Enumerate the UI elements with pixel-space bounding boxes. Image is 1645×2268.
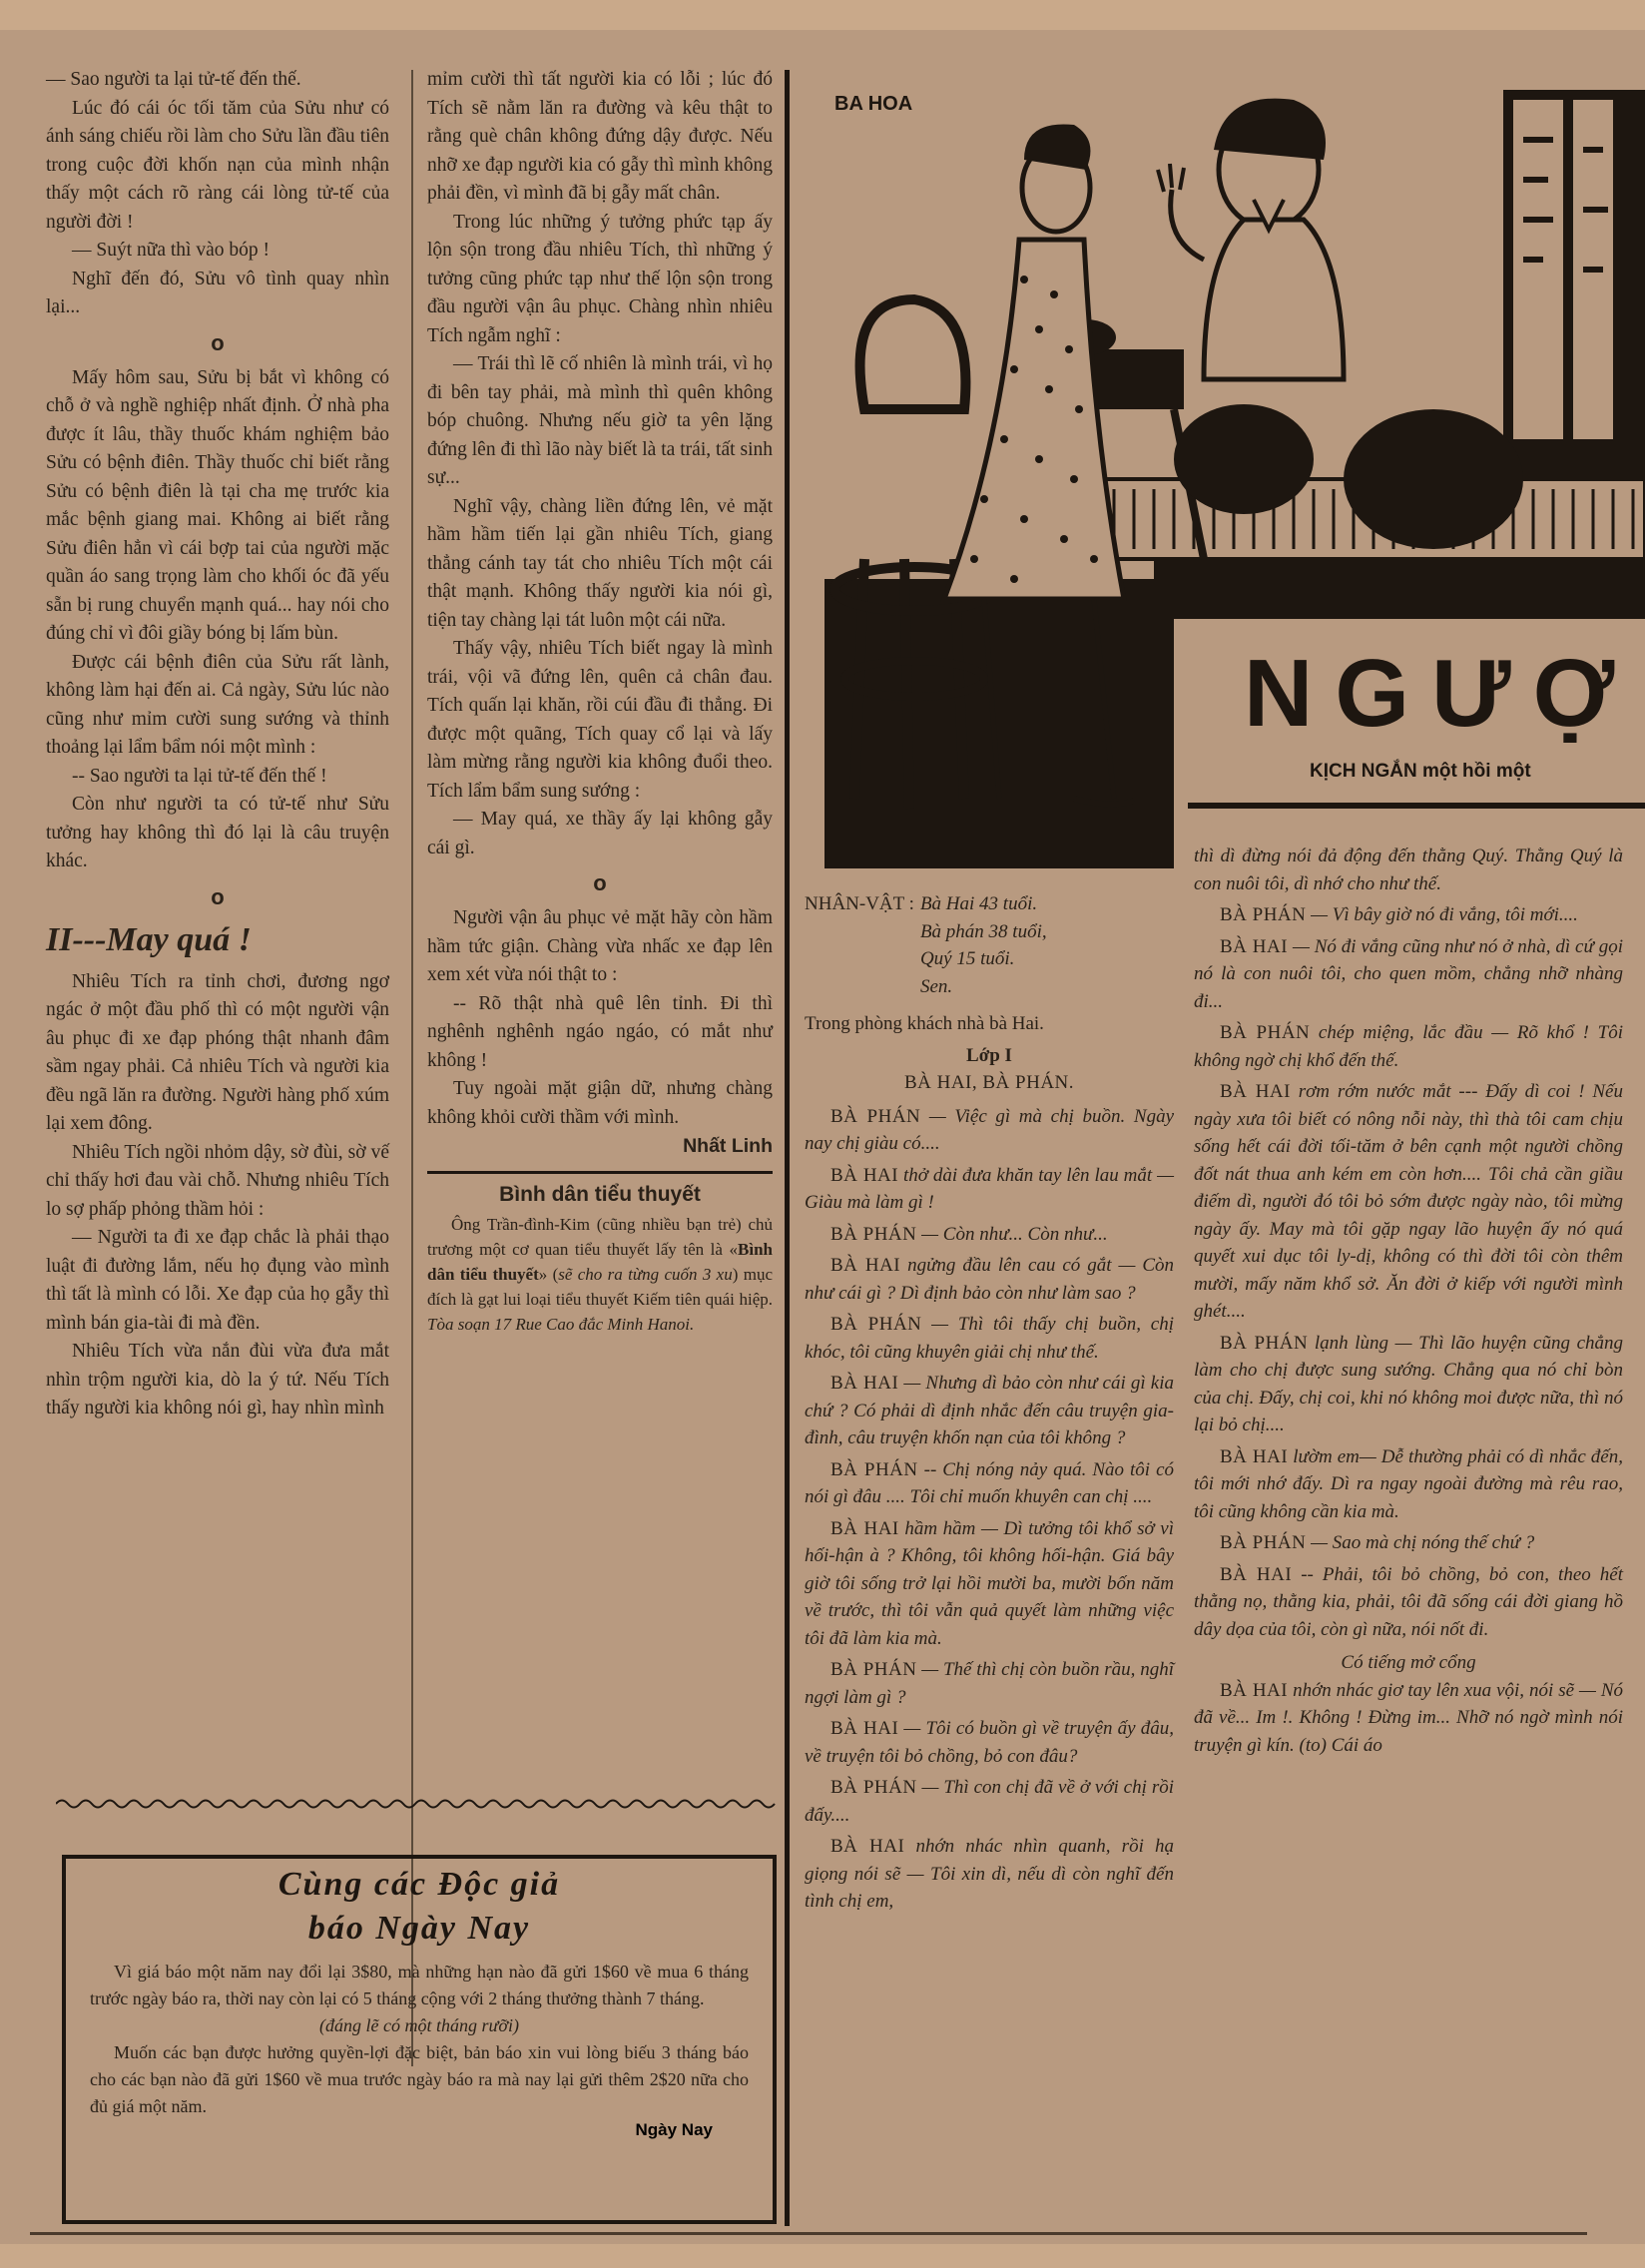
speaker-name: BÀ PHÁN: [830, 1659, 917, 1680]
notice-body: Vì giá báo một năm nay đổi lại 3$80, mà những hạn nào đã gửi 1$60 về mua 6 tháng trước ngày báo ra, thời nay còn lại có 5 tháng cộng với 2 tháng thưởng thành 7 tháng. (đáng lẽ có một tháng rưỡi) Muốn các bạn được hưởng quyền-lợi đặc biệt, bản báo xin vui lòng biếu 3 tháng báo cho các bạn nào đã gửi 1$60 về mua trước ngày báo ra mà nay lại gửi thêm 2$20 nữa cho đủ giá một năm.: [90, 1962, 749, 2116]
speech-text: rơm rớm nước mắt --- Đấy dì coi ! Nếu ngày xưa tôi biết có nông nỗi này, thì thà tôi cam chịu sống hết cái đời tối-tăm ở bên cạnh một người chồng đốt nát thua anh kém em còn hơn.... Tôi chả cần giầu điếm dì, người đó tôi bỏ sớm được ngày nào, tôi mừng ngày ấy. May mà tôi gặp ngay lão huyện ấy nó quá quyết xui dục tôi ly-dị, không có thì đời tôi còn thêm mười, mấy năm khổ sở. Ăn đời ở kiếp với người mình ghét....: [1194, 1081, 1623, 1322]
cast-list: NHÂN-VẬT : Bà Hai 43 tuổi. Bà phán 38 tuổi, Quý 15 tuổi. Sen.: [805, 890, 1174, 1000]
speaker-name: BÀ HAI: [830, 1373, 899, 1394]
dialogue-lines: [1194, 901, 1623, 1643]
wavy-divider: [56, 1797, 779, 1811]
illustration: [824, 80, 1645, 870]
section-heading: II---May quá !: [46, 920, 252, 958]
speech-text: -- Chị nóng nảy quá. Nào tôi có nói gì đâu .... Tôi chỉ muốn khuyên can chị ....: [805, 1458, 1175, 1507]
artist-signature: BA HOA: [834, 93, 913, 115]
act-heading: Lớp I: [966, 1044, 1012, 1066]
paragraph: Trong lúc những ý tưởng phức tạp ấy lộn sộn trong đầu nhiêu Tích, thì những ý tưởng cũng phức tạp như thế lộn sộn trong đầu người vận âu phục. Chàng nhìn nhiêu Tích ngẫm nghĩ :: [427, 211, 773, 346]
paragraph: mỉm cười thì tất người kia có lỗi ; lúc đó Tích sẽ nằm lăn ra đường và kêu thật to rằng què chân không đứng dậy được. Nếu nhỡ xe đạp người kia có gẫy thì mình không phải đền, vì mình đã bị gẫy mất chân.: [427, 69, 773, 204]
speech-text: — Nó đi vắng cũng như nó ở nhà, dì cứ gọi nó là con nuôi tôi, cho quen mồm, chẳng nhỡ nhàng đi...: [1194, 935, 1623, 1012]
column-1: [46, 66, 389, 1423]
speech-text: — Thì con chị đã về ở với chị rồi đấy....: [805, 1777, 1174, 1826]
speech-text: — Việc gì mà chị buồn. Ngày nay chị giàu có....: [805, 1105, 1174, 1154]
paragraph: Nghĩ vậy, chàng liền đứng lên, vẻ mặt hầm hầm tiến lại gần nhiêu Tích, giang thẳng cánh tay tát cho nhiêu Tích một cái thật mạnh. Không thấy người kia nói gì, tiện tay chàng lại tát luôn một cái nữa.: [427, 495, 773, 631]
speaker-name: BÀ PHÁN: [1220, 1332, 1309, 1354]
paragraph: Được cái bệnh điên của Sửu rất lành, không làm hại đến ai. Cả ngày, Sửu lúc nào cũng như mỉm cười sung sướng và thỉnh thoảng lại lẩm bẩm nói một mình :: [46, 651, 389, 758]
speaker-name: BÀ HAI: [830, 1718, 899, 1739]
play-subtitle: KỊCH NGẮN một hồi một: [1310, 761, 1531, 782]
paragraph: Nghĩ đến đó, Sửu vô tình quay nhìn lại...: [46, 268, 389, 317]
dialogue-line: [1194, 1561, 1623, 1644]
speech-text: chép miệng, lắc đầu — Rõ khổ ! Tôi không ngờ chị khổ đến thế.: [1194, 1022, 1623, 1071]
speech-text: — Còn như... Còn như...: [916, 1223, 1108, 1245]
dialogue-line: [805, 1311, 1174, 1366]
bdtt-heading: Bình dân tiểu thuyết: [499, 1182, 701, 1206]
speech-text: hầm hầm — Dì tưởng tôi khổ sở vì hối-hận à ? Không, tôi không hối-hận. Giá bây giờ tôi sống trở lại hồi mười ba, mười bốn năm về trước, thì tôi vẫn quả quyết làm những việc tôi đã làm kia mà.: [805, 1517, 1174, 1649]
dialogue-line: [1194, 1330, 1623, 1439]
cast-names: Bà Hai 43 tuổi. Bà phán 38 tuổi, Quý 15 tuổi. Sen.: [919, 893, 1047, 997]
divider: [427, 1171, 773, 1174]
speech-text: nhớn nhác nhìn quanh, rồi hạ giọng nói sẽ — Tôi xin dì, nếu dì còn nghĩ đến tình chị em,: [805, 1836, 1175, 1912]
notice-signature: Ngày Nay: [635, 2120, 713, 2139]
dialogue-line: [1194, 1529, 1623, 1557]
dialogue-line: [805, 1370, 1174, 1452]
speaker-name: BÀ HAI: [830, 1836, 905, 1857]
speaker-name: BÀ HAI: [1220, 1081, 1291, 1102]
dialogue-line: [1194, 1443, 1623, 1526]
dialogue-continuation: thì dì đừng nói đả động đến thằng Quý. Thằng Quý là con nuôi tôi, dì nhớ cho như thế.: [1194, 846, 1623, 894]
dialogue-line: [805, 1252, 1174, 1307]
paragraph: -- Sao người ta lại tử-tế đến thế !: [72, 765, 327, 787]
dialogue-line: [1194, 933, 1623, 1016]
dialogue-line: [805, 1162, 1174, 1217]
paragraph: -- Rõ thật nhà quê lên tỉnh. Đi thì nghênh nghênh ngáo ngáo, có mắt như không !: [427, 992, 773, 1071]
dialogue-line: [805, 1774, 1174, 1829]
dialogue-line: BÀ HAI nhớn nhác giơ tay lên xua vội, nói sẽ — Nó đã về... Im !. Không ! Đừng im... Nhỡ nó ngờ mình nói truyện gì kín. (to) Cái áo: [1194, 1679, 1623, 1756]
title-underline: [1188, 803, 1645, 809]
setting: Trong phòng khách nhà bà Hai.: [805, 1013, 1044, 1034]
paragraph: — May quá, xe thầy ấy lại không gẫy cái gì.: [427, 809, 773, 858]
column-rule-1: [411, 70, 413, 2066]
speech-text: — Nhưng dì bảo còn như cái gì kia chứ ? Có phải dì định nhắc đến câu truyện gia-đình, câu truyện khốn nạn của tôi không ?: [805, 1373, 1174, 1448]
speech-text: — Thì tôi thấy chị buồn, chị khóc, tôi cũng khuyên giải chị như thế.: [805, 1314, 1175, 1363]
section-separator: o: [211, 329, 225, 355]
notice-title-line1: Cùng các Độc giả: [277, 1866, 561, 1903]
speaker-name: BÀ HAI: [830, 1517, 899, 1539]
dialogue-line: [805, 1456, 1174, 1511]
speaker-name: BÀ HAI: [1220, 935, 1289, 957]
scene-characters: BÀ HAI, BÀ PHÁN.: [903, 1072, 1075, 1093]
bdtt-address: Tòa soạn 17 Rue Cao đắc Minh Hanoi.: [427, 1314, 695, 1334]
dialogue-lines: [805, 1103, 1174, 1916]
paragraph: — Sao người ta lại tử-tế đến thế.: [46, 69, 301, 90]
speaker-name: BÀ PHÁN: [1220, 1532, 1307, 1553]
dialogue-line: [805, 1515, 1174, 1653]
dialogue-line: [805, 1715, 1174, 1770]
newspaper-page: [0, 30, 1645, 2244]
column-2: [427, 66, 773, 1337]
paragraph: Mấy hôm sau, Sửu bị bắt vì không có chỗ ở và nghề nghiệp nhất định. Ở nhà pha được ít lâu, thầy thuốc khám nghiệm bảo Sửu có bệnh điên. Thầy thuốc chỉ biết rằng Sửu có bệnh điên là tại cha mẹ trước kia mắc bệnh giang mai. Không ai biết rằng Sửu điên hẳn vì cái bợp tai của người mặc quần áo sang trọng làm cho khối óc đã yếu sẵn bị rung chuyển mạnh quá... hay nói cho đúng chỉ vì đôi giầy bóng bị lấm bùn.: [46, 366, 389, 644]
dialogue-line: [805, 1221, 1174, 1249]
speech-text: ngửng đầu lên cau có gắt — Còn như cái gì ? Dì định bảo còn như làm sao ?: [805, 1255, 1174, 1304]
paragraph: — Trái thì lẽ cố nhiên là mình trái, vì họ đi bên tay phải, mà mình thì quên không bóp chuông. Nhưng nếu giờ ta yên lặng đứng lên đi thì lão này biết là ta trái, tất sinh sự...: [427, 353, 773, 488]
play-title: NGƯỢ: [1244, 640, 1637, 747]
dialogue-line: [805, 1103, 1174, 1158]
author-signature: Nhất Linh: [683, 1135, 773, 1157]
speaker-name: BÀ PHÁN: [830, 1458, 918, 1480]
section-separator: o: [211, 883, 225, 909]
speech-text: — Sao mà chị nóng thế chứ ?: [1306, 1532, 1535, 1553]
dialogue-line: [1194, 901, 1623, 929]
speaker-name: BÀ PHÁN: [830, 1314, 922, 1335]
column-rule-2: [785, 70, 790, 2226]
dialogue-line: [805, 1656, 1174, 1711]
speaker-name: BÀ HAI: [1220, 1445, 1289, 1467]
readers-notice-box: [62, 1855, 777, 2224]
stage-direction: Có tiếng mở cổng: [1341, 1652, 1476, 1673]
bottom-rule: [30, 2232, 1587, 2235]
woodcut-illustration: [824, 80, 1645, 870]
notice-title-line2: báo Ngày Nay: [307, 1910, 531, 1947]
speech-text: — Vì bây giờ nó đi vắng, tôi mới....: [1306, 904, 1578, 925]
paragraph: Còn như người ta có tử-tế như Sửu tưởng hay không thì đó lại là câu truyện khác.: [46, 794, 389, 871]
speaker-name: BÀ HAI: [830, 1164, 899, 1186]
dialogue-line: [805, 1833, 1174, 1916]
paragraph: Nhiêu Tích vừa nắn đùi vừa đưa mắt nhìn trộm người kia, dò la ý tứ. Nếu Tích thấy người kia không nói gì, hay nhìn mình: [46, 1341, 389, 1418]
speaker-name: BÀ HAI: [1220, 1563, 1293, 1585]
speaker-name: BÀ PHÁN: [830, 1105, 921, 1127]
paragraph: Nhiêu Tích ngồi nhỏm dậy, sờ đùi, sờ vế chỉ thấy hơi đau vài chỗ. Nhưng nhiêu Tích lo sợ phấp phỏng thầm hỏi :: [46, 1141, 389, 1220]
section-separator: o: [593, 870, 607, 895]
paragraph: Người vận âu phục vẻ mặt hãy còn hầm hầm tức giận. Chàng vừa nhấc xe đạp lên xem xét vừa nói thật to :: [427, 907, 773, 985]
paragraph: Tuy ngoài mặt giận dữ, nhưng chàng không khỏi cười thầm với mình.: [427, 1078, 773, 1128]
speaker-name: BÀ PHÁN: [830, 1777, 917, 1798]
paragraph: Thấy vậy, nhiêu Tích biết ngay là mình trái, vội vã đứng lên, quên cả chân đau. Tích quấn lại khăn, rồi cúi đầu đi thẳng. Đi được một quãng, Tích quay cổ lại và lấy làm mừng rằng người kia không đuổi theo. Tích lẩm bẩm sung sướng :: [427, 638, 773, 802]
speech-text: lạnh lùng — Thì lão huyện cũng chẳng làm cho chị được sung sướng. Chẳng qua nó chỉ bòn của chị. Đấy, chị coi, khi nó không moi được nữa, thì nó lại bỏ chị....: [1194, 1332, 1624, 1435]
paragraph: — Người ta đi xe đạp chắc là phải thạo luật đi đường lắm, nếu họ đụng vào mình thì tất là mình có lỗi. Xe đạp của họ gẫy thì mình bán gia-tài đi mà đền.: [46, 1227, 389, 1334]
play-column-left: [805, 890, 1174, 1920]
play-column-right: [1194, 843, 1623, 1763]
speaker-name: BÀ HAI: [830, 1255, 901, 1276]
speech-text: lườm em— Dễ thường phải có dì nhắc đến, tôi mới nhớ đấy. Dì ra ngay ngoài đường mà rêu rao, tôi cũng không cần kia mà.: [1194, 1445, 1623, 1522]
speaker-name: BÀ PHÁN: [830, 1223, 917, 1245]
speech-text: thở dài đưa khăn tay lên lau mắt — Giàu mà làm gì !: [805, 1164, 1174, 1213]
speaker-name: BÀ PHÁN: [1220, 904, 1307, 925]
paragraph: Nhiêu Tích ra tỉnh chơi, đương ngơ ngác ở một đầu phố thì có một người vận âu phục đi xe đạp phóng thật nhanh đâm sầm ngay phải. Cả nhiêu Tích và người kia đều ngã lăn ra đường. Người hàng phố xúm lại xem đông.: [46, 970, 389, 1134]
dialogue-line: [1194, 1078, 1623, 1326]
speech-text: -- Phải, tôi bỏ chồng, bỏ con, theo hết thằng nọ, thằng kia, phải, tôi đã sống cái đời giang hồ dây dọa của tôi, còn gì nữa, nói nốt đi.: [1194, 1563, 1623, 1640]
paragraph: Lúc đó cái óc tối tăm của Sửu như có ánh sáng chiếu rồi làm cho Sửu lần đầu tiên trong cuộc đời khốn nạn của mình nhận thấy một cách rõ ràng cái lòng tử-tế của người đời !: [46, 97, 389, 233]
speech-text: — Tôi có buồn gì về truyện ấy đâu, về truyện tôi bỏ chồng, bỏ con đâu?: [805, 1718, 1174, 1767]
dialogue-line: [1194, 1019, 1623, 1074]
bdtt-notice: Ông Trần-đình-Kim (cũng nhiều bạn trẻ) chủ trương một cơ quan tiểu thuyết lấy tên là «Bình dân tiểu thuyết» (sẽ cho ra từng cuốn 3 xu) mục đích là gạt lui loại tiểu thuyết Kiếm tiên quái hiệp. Tòa soạn 17 Rue Cao đắc Minh Hanoi.: [427, 1214, 773, 1334]
speech-text: — Thế thì chị còn buồn rầu, nghĩ ngợi làm gì ?: [805, 1659, 1175, 1708]
paragraph: — Suýt nữa thì vào bóp !: [72, 240, 270, 261]
speaker-name: BÀ PHÁN: [1220, 1022, 1311, 1043]
